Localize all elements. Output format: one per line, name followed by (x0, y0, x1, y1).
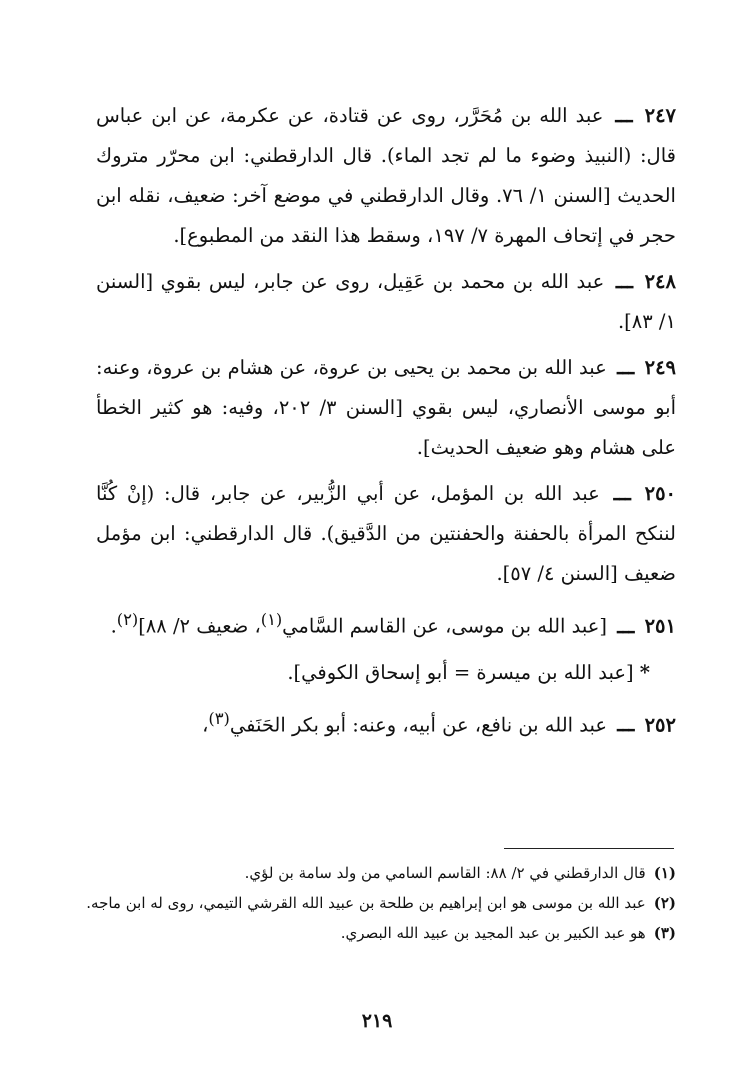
entry-250 (96, 474, 676, 594)
entry-dash: ـــ (613, 482, 631, 505)
page-number: ٢١٩ (361, 1010, 393, 1032)
footnotes (80, 858, 676, 948)
entry-number: ٢٤٧ (644, 104, 677, 127)
entry-text: عبد الله بن المؤمل، عن أبي الزُّبير، عن جابر، قال: (إنْ كُنَّا لننكح المرأة بالحفنة والحفنتين من الدَّقيق). قال الدارقطني: ابن مؤمل ضعيف [السنن ٤/ ٥٧]. (96, 482, 676, 585)
entry-text: [عبد الله بن موسى، عن القاسم السَّامي (282, 614, 608, 638)
entry-number: ٢٥٢ (644, 713, 676, 736)
entry-text: [عبد الله بن ميسرة = أبو إسحاق الكوفي]. (287, 660, 634, 684)
entry-number: ٢٤٨ (644, 270, 676, 293)
entry-249 (96, 348, 676, 468)
entry-text-continued: ، ضعيف ٢/ ٨٨] (138, 614, 261, 638)
entry-dash: ـــ (617, 713, 635, 736)
footnote-mark: (٣) (653, 924, 676, 942)
footnote-ref-2[interactable]: (٢) (116, 610, 139, 629)
asterisk-icon: * (639, 660, 650, 684)
entry-text: عبد الله بن محمد بن يحيى بن عروة، عن هشام بن عروة، وعنه: أبو موسى الأنصاري، ليس بقوي [السنن ٣/ ٢٠٢، وفيه: هو كثير الخطأ على هشام وهو ضعيف الحديث]. (96, 356, 676, 459)
entry-text: عبد الله بن مُحَرَّر، روى عن قتادة، عن عكرمة، عن ابن عباس قال: (النبيذ وضوء ما لم تجد الماء). قال الدارقطني: ابن محرّر متروك الحديث [السنن ١/ ٧٦. وقال الدارقطني في موضع آخر: ضعيف، نقله ابن حجر في إتحاف المهرة ٧/ ١٩٧، وسقط هذا النقد من المطبوع]. (96, 104, 676, 247)
footnote-2 (80, 888, 676, 918)
entry-cross-reference (96, 653, 676, 693)
main-text (96, 96, 676, 751)
entry-number: ٢٥١ (644, 614, 676, 638)
entry-number: ٢٤٩ (644, 356, 677, 379)
footnote-1 (80, 858, 676, 888)
entry-dash: ـــ (617, 356, 635, 379)
footnote-text: قال الدارقطني في ٢/ ٨٨: القاسم السامي من ولد سامة بن لؤي. (244, 864, 646, 882)
footnote-text: هو عبد الكبير بن عبد المجيد بن عبيد الله البصري. (340, 924, 646, 942)
entry-text: عبد الله بن محمد بن عَقِيل، روى عن جابر، ليس بقوي [السنن ١/ ٨٣]. (96, 270, 676, 333)
entry-dash: ـــ (617, 614, 635, 638)
entry-247 (96, 96, 676, 256)
footnote-mark: (٢) (653, 894, 676, 912)
entry-dash: ـــ (615, 104, 633, 127)
entry-252 (96, 699, 676, 746)
footnote-ref-1[interactable]: (١) (260, 610, 283, 629)
footnote-mark: (١) (653, 864, 676, 882)
footnote-divider (504, 848, 674, 849)
entry-text: عبد الله بن نافع، عن أبيه، وعنه: أبو بكر الحَنَفي (229, 713, 608, 736)
entry-dash: ـــ (615, 270, 633, 293)
footnote-3 (80, 918, 676, 948)
entry-text-end: . (110, 614, 117, 638)
entry-248 (96, 262, 676, 342)
footnote-text: عبد الله بن موسى هو ابن إبراهيم بن طلحة بن عبيد الله القرشي التيمي، روى له ابن ماجه. (86, 894, 646, 912)
entry-251 (96, 600, 676, 647)
entry-text-end: ، (202, 713, 209, 736)
entry-number: ٢٥٠ (644, 482, 677, 505)
footnote-ref-3[interactable]: (٣) (208, 708, 230, 728)
